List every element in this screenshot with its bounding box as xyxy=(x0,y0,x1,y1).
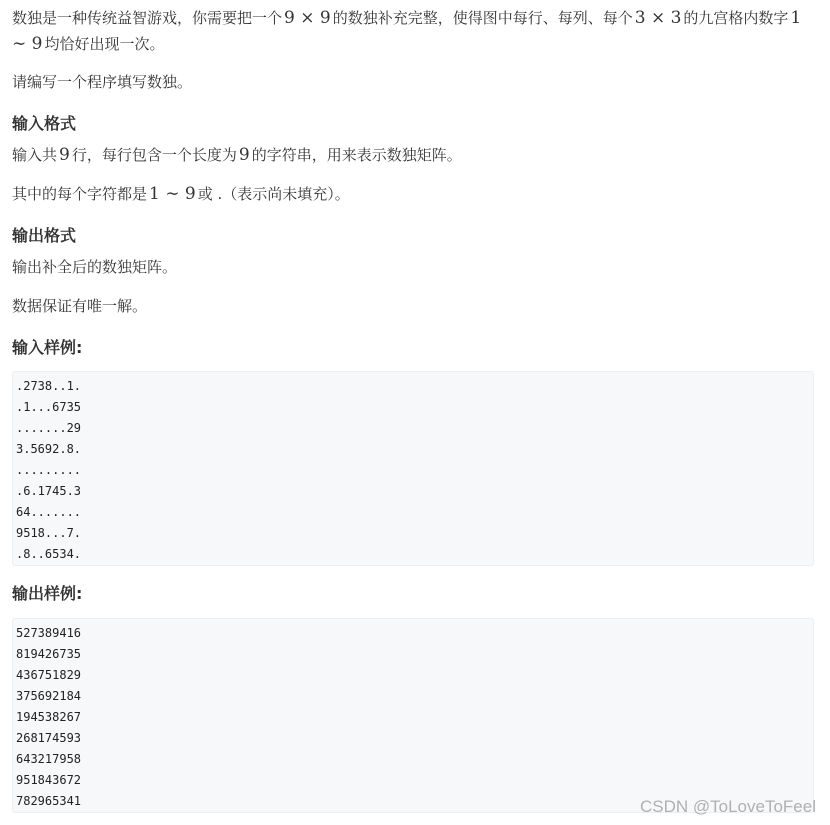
sample-input-heading: 输入样例: xyxy=(12,338,83,357)
text: 数独是一种传统益智游戏，你需要把一个 xyxy=(12,9,283,27)
intro-paragraph xyxy=(12,5,812,57)
math-inline: 3 × 3 xyxy=(634,8,682,28)
sample-input-code-block xyxy=(12,371,814,566)
code-line: .2738..1. xyxy=(16,379,82,393)
code-line: ......... xyxy=(16,463,82,477)
text: 的九宫格内数字 xyxy=(683,9,789,27)
code-line: .......29 xyxy=(16,421,82,435)
math-inline: 9 xyxy=(59,145,70,165)
code-line: 436751829 xyxy=(16,668,82,682)
output-format-paragraph-2: 数据保证有唯一解。 xyxy=(12,297,148,315)
sample-output-code-block xyxy=(12,618,814,813)
code-line: 3.5692.8. xyxy=(16,442,82,456)
math-inline: 1 ∼ 9 xyxy=(12,8,802,54)
text: 其中的每个字符都是 xyxy=(12,185,148,203)
code-line: .6.1745.3 xyxy=(16,484,82,498)
code-line: 9518...7. xyxy=(16,526,82,540)
sample-output-heading: 输出样例: xyxy=(12,584,83,603)
code-line: .1...6735 xyxy=(16,400,82,414)
code-line: 782965341 xyxy=(16,794,82,808)
code-line: 819426735 xyxy=(16,647,82,661)
input-format-paragraph-2 xyxy=(12,181,350,207)
code-line: 527389416 xyxy=(16,626,82,640)
code-line: 268174593 xyxy=(16,731,82,745)
code-line: 375692184 xyxy=(16,689,82,703)
input-format-heading: 输入格式 xyxy=(12,114,77,133)
text: 均恰好出现一次。 xyxy=(44,35,165,53)
code-line: 643217958 xyxy=(16,752,82,766)
text: 输入共 xyxy=(12,146,58,164)
task-paragraph: 请编写一个程序填写数独。 xyxy=(12,73,193,91)
text: 或 .（表示尚未填充）。 xyxy=(197,185,350,203)
code-line: .8..6534. xyxy=(16,547,82,561)
text: 的数独补充完整，使得图中每行、每列、每个 xyxy=(332,9,633,27)
output-format-paragraph-1: 输出补全后的数独矩阵。 xyxy=(12,258,178,276)
csdn-watermark: CSDN @ToLoveToFeel xyxy=(640,797,816,816)
math-inline: 9 xyxy=(238,145,250,165)
math-inline: 9 × 9 xyxy=(284,8,331,28)
text: 的字符串，用来表示数独矩阵。 xyxy=(251,146,462,164)
code-line: 64....... xyxy=(16,505,82,519)
text: 行，每行包含一个长度为 xyxy=(71,146,237,164)
math-inline: 1 ∼ 9 xyxy=(149,184,196,204)
input-format-paragraph-1 xyxy=(12,142,462,168)
output-format-heading: 输出格式 xyxy=(12,226,77,245)
code-line: 194538267 xyxy=(16,710,82,724)
code-line: 951843672 xyxy=(16,773,82,787)
